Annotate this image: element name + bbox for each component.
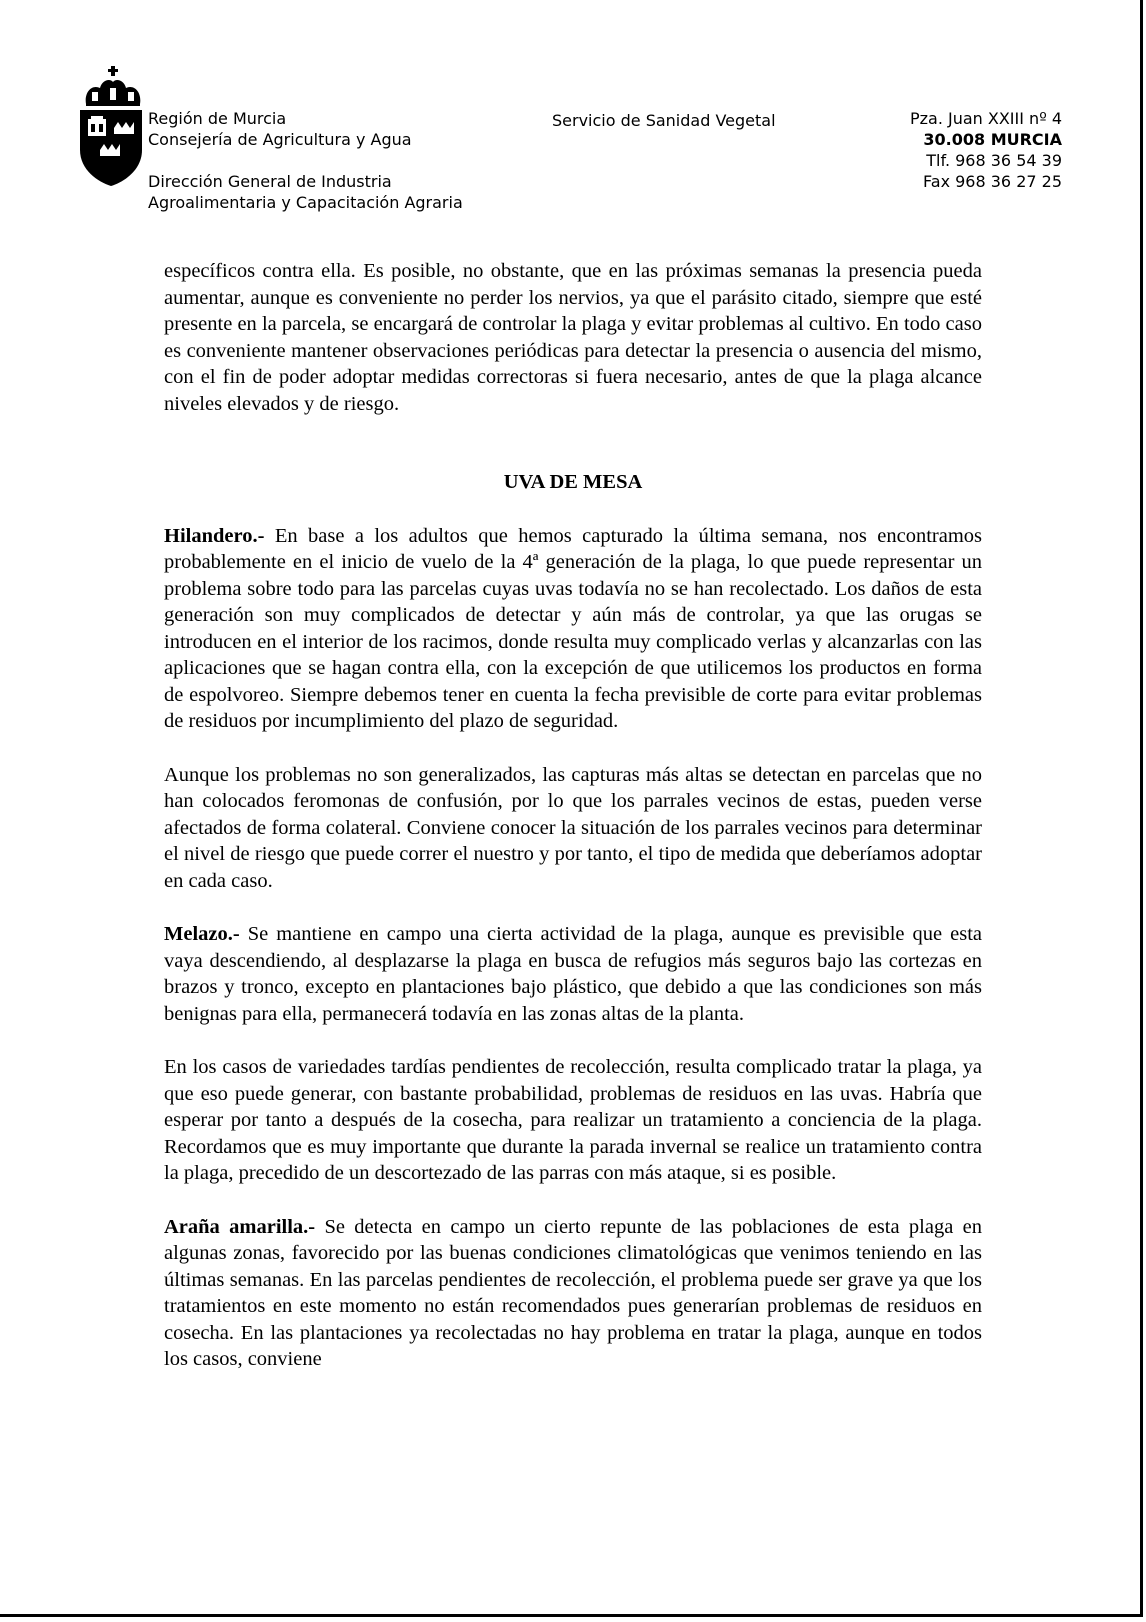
organization-block bbox=[148, 108, 528, 213]
document-body bbox=[164, 258, 982, 1373]
address-block bbox=[910, 108, 1062, 192]
paragraph-text: Se detecta en campo un cierto repunte de las poblaciones de esta plaga en algunas zonas, favorecido por las buenas condiciones climatológicas que venimos teniendo en las últimas semanas. En las parcelas pendientes de recolección, el problema puede ser grave ya que los tratamientos en este momento no están recomendados pues generarían problemas de residuos en cosecha. En las plantaciones ya recolectadas no hay problema en tratar la plaga, aunque en todos los casos, conviene bbox=[164, 1215, 982, 1370]
paragraph-hilandero bbox=[164, 523, 982, 735]
paragraph-lead: Hilandero.- bbox=[164, 524, 265, 547]
paragraph-hilandero-2 bbox=[164, 762, 982, 895]
paragraph-arana-amarilla bbox=[164, 1214, 982, 1373]
paragraph-text: Aunque los problemas no son generalizados, las capturas más altas se detectan en parcelas que no han colocados feromonas de confusión, por lo que los parrales vecinos de estas, pueden verse afectados de forma colateral. Conviene conocer la situación de los parrales vecinos para determinar el nivel de riesgo que puede correr el nuestro y por tanto, el tipo de medida que deberíamos adoptar en cada caso. bbox=[164, 763, 982, 892]
paragraph-text: En los casos de variedades tardías pendientes de recolección, resulta complicado tratar la plaga, ya que eso puede generar, con bastante probabilidad, problemas de residuos en las uvas. Habría que esperar por tanto a después de la cosecha, para realizar un tratamiento a conciencia de la plaga. Recordamos que es muy importante que durante la parada invernal se realice un tratamiento contra la plaga, precedido de un descortezado de las parras con más ataque, si es posible. bbox=[164, 1056, 982, 1184]
paragraph-text: Se mantiene en campo una cierta actividad de la plaga, aunque es previsible que esta vaya descendiendo, al desplazarse la plaga en busca de refugios más seguros bajo las cortezas en brazos y tronco, excepto en plantaciones bajo plástico, que debido a que las condiciones son más benignas para ella, permanecerá todavía en las zonas altas de la planta. bbox=[164, 923, 982, 1025]
fax-number: Fax 968 36 27 25 bbox=[923, 172, 1062, 191]
region-crest-icon bbox=[80, 66, 146, 190]
postal-city: 30.008 MURCIA bbox=[923, 130, 1062, 149]
paragraph-lead: Melazo.- bbox=[164, 923, 240, 945]
paragraph-melazo bbox=[164, 921, 982, 1027]
street-address: Pza. Juan XXIII nº 4 bbox=[909, 109, 1062, 128]
section-title: UVA DE MESA bbox=[503, 471, 643, 493]
phone-number: Tlf. 968 36 54 39 bbox=[926, 151, 1062, 170]
org-line-region: Región de Murcia bbox=[148, 109, 287, 128]
paragraph-lead: Araña amarilla.- bbox=[164, 1215, 316, 1238]
org-line-ministry: Consejería de Agricultura y Agua bbox=[148, 130, 412, 149]
paragraph-melazo-2 bbox=[164, 1054, 982, 1187]
letterhead bbox=[0, 0, 1146, 230]
dept-line-1: Dirección General de Industria bbox=[148, 172, 392, 191]
service-name: Servicio de Sanidad Vegetal bbox=[552, 111, 776, 130]
paragraph-text: En base a los adultos que hemos capturado la última semana, nos encontramos probablemente en el inicio de vuelo de la 4ª generación de la plaga, lo que puede representar un problema sobre todo para las parcelas cuyas uvas todavía no se han recolectado. Los daños de esta generación son muy complicados de detectar y aún más de controlar, ya que las orugas se introducen en el interior de los racimos, donde resulta muy complicado verlas y alcanzarlas con las aplicaciones que se hagan contra ella, con la excepción de que utilicemos los productos en forma de espolvoreo. Siempre debemos tener en cuenta la fecha previsible de corte para evitar problemas de residuos por incumplimiento del plazo de seguridad. bbox=[164, 524, 982, 732]
intro-paragraph: específicos contra ella. Es posible, no obstante, que en las próximas semanas la presencia pueda aumentar, aunque es conveniente no perder los nervios, ya que el parásito citado, siempre que esté presente en la parcela, se encargará de controlar la plaga y evitar problemas al cultivo. En todo caso es conveniente mantener observaciones periódicas para detectar la presencia o ausencia del mismo, con el fin de poder adoptar medidas correctoras si fuera necesario, antes de que la plaga alcance niveles elevados y de riesgo. bbox=[164, 260, 982, 415]
dept-line-2: Agroalimentaria y Capacitación Agraria bbox=[148, 193, 463, 212]
